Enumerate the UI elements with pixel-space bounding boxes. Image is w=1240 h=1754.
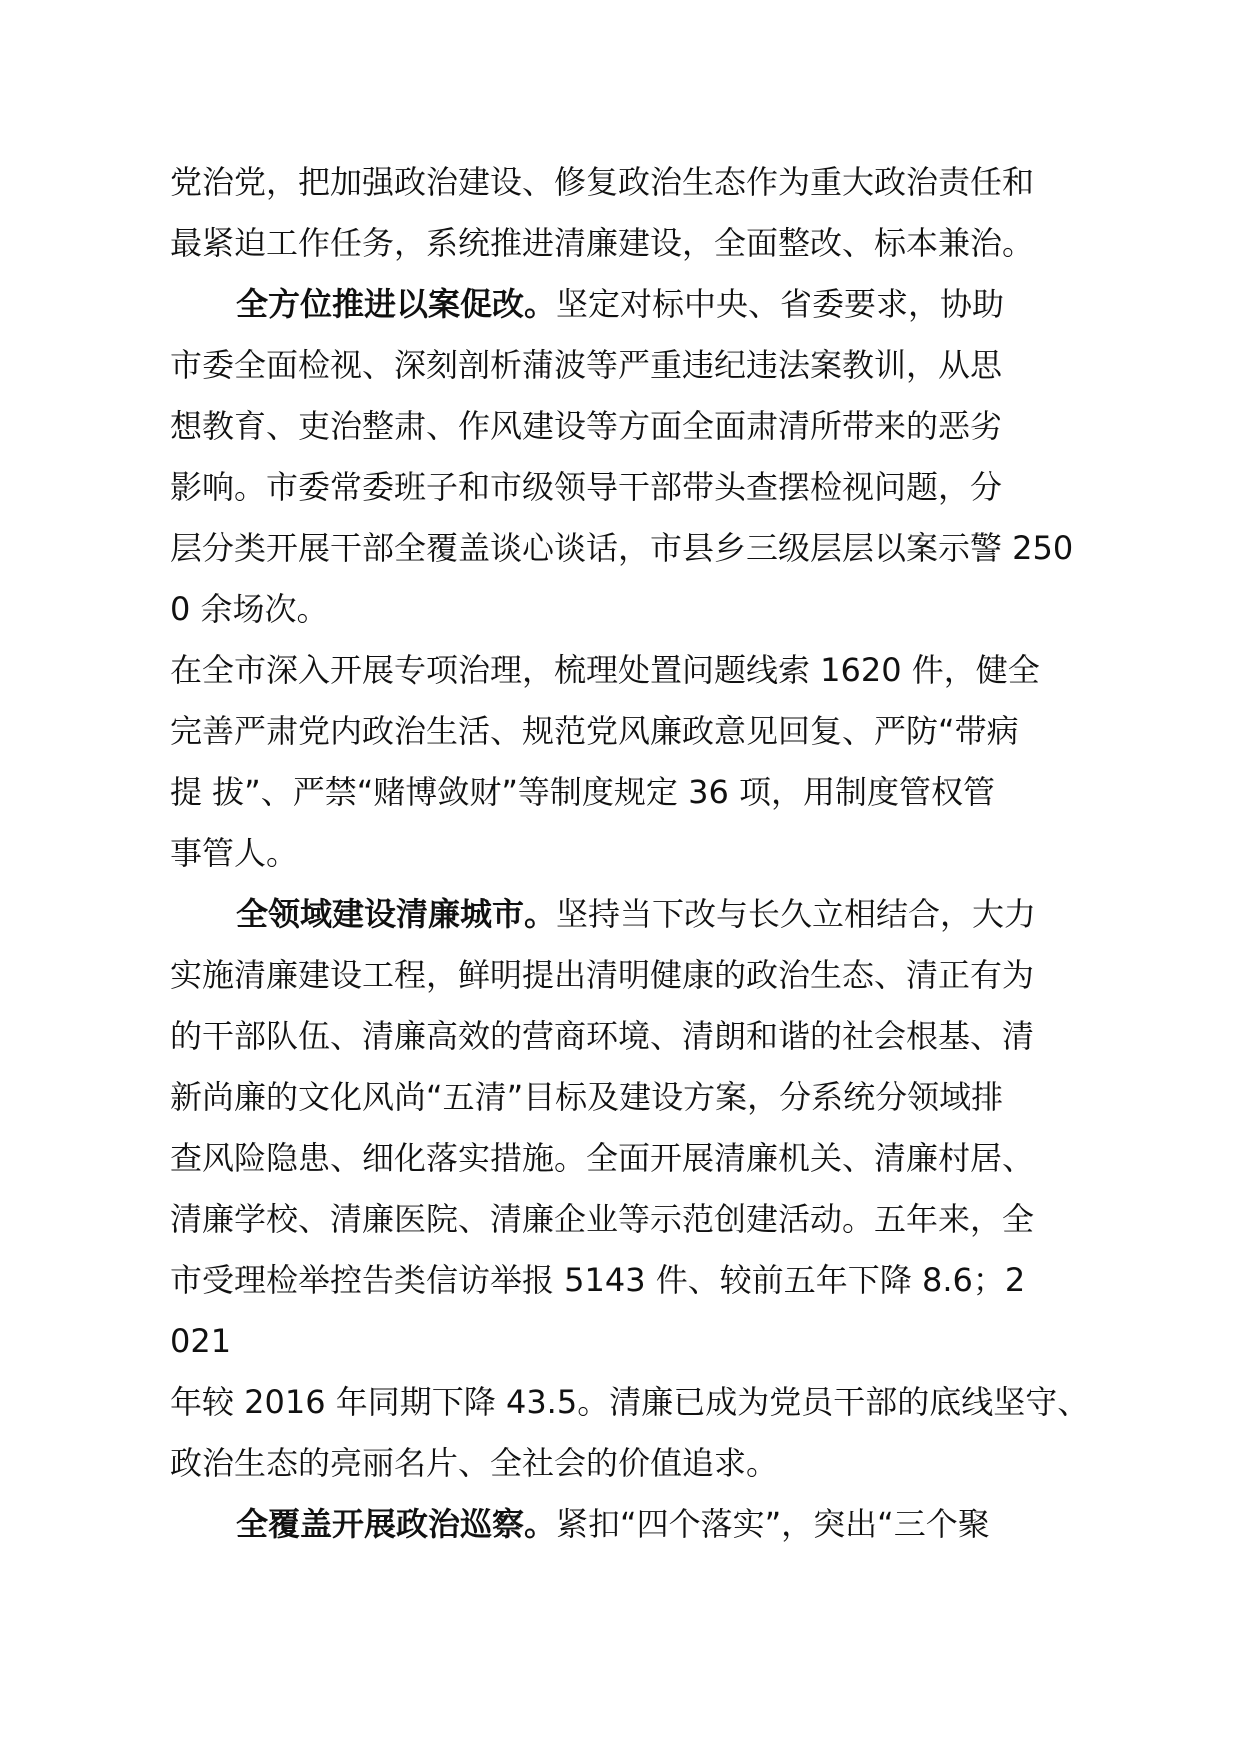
line-text: 的干部队伍、清廉高效的营商环境、清朗和谐的社会根基、清 (170, 1017, 1035, 1055)
text-line (170, 1433, 1090, 1494)
text-line (170, 335, 1090, 396)
section-heading: 全方位推进以案促改。 (236, 285, 557, 323)
text-line (170, 945, 1090, 1006)
text-line (170, 640, 1090, 701)
line-text: 坚定对标中央、省委要求，协助 (556, 285, 1005, 323)
text-line (170, 701, 1090, 762)
text-line (170, 823, 1090, 884)
section-heading: 全覆盖开展政治巡察。 (236, 1505, 557, 1543)
line-text: 清廉学校、清廉医院、清廉企业等示范创建活动。五年来，全 (170, 1200, 1035, 1238)
line-text: 层分类开展干部全覆盖谈心谈话，市县乡三级层层以案示警 250 (170, 529, 1074, 567)
line-text: 市委全面检视、深刻剖析蒲波等严重违纪违法案教训，从思 (170, 346, 1003, 384)
text-line (170, 579, 1090, 640)
section-heading: 全领域建设清廉城市。 (236, 895, 557, 933)
line-text: 想教育、吏治整肃、作风建设等方面全面肃清所带来的恶劣 (170, 407, 1003, 445)
line-text: 紧扣“四个落实”，突出“三个聚 (556, 1505, 990, 1543)
text-line (170, 1250, 1090, 1311)
paragraph-first-line (170, 1494, 1090, 1555)
line-text: 查风险隐患、细化落实措施。全面开展清廉机关、清廉村居、 (170, 1139, 1035, 1177)
line-text: 坚持当下改与长久立相结合，大力 (556, 895, 1037, 933)
paragraph-first-line (170, 274, 1090, 335)
line-text: 影响。市委常委班子和市级领导干部带头查摆检视问题，分 (170, 468, 1003, 506)
document-body (170, 152, 1090, 1555)
text-line (170, 396, 1090, 457)
line-text: 政治生态的亮丽名片、全社会的价值追求。 (170, 1444, 779, 1482)
line-text: 党治党，把加强政治建设、修复政治生态作为重大政治责任和 (170, 163, 1035, 201)
line-text: 事管人。 (170, 834, 299, 872)
line-text: 最紧迫工作任务，系统推进清廉建设，全面整改、标本兼治。 (170, 224, 1035, 262)
text-line (170, 1006, 1090, 1067)
line-text: 021 (170, 1322, 232, 1360)
line-text: 实施清廉建设工程，鲜明提出清明健康的政治生态、清正有为 (170, 956, 1035, 994)
text-line (170, 1372, 1090, 1433)
text-line (170, 518, 1090, 579)
line-text: 在全市深入开展专项治理，梳理处置问题线索 1620 件，健全 (170, 651, 1040, 689)
text-line (170, 1189, 1090, 1250)
line-text: 年较 2016 年同期下降 43.5。清廉已成为党员干部的底线坚守、 (170, 1383, 1090, 1421)
text-line (170, 213, 1090, 274)
text-line (170, 457, 1090, 518)
text-line (170, 762, 1090, 823)
text-line (170, 152, 1090, 213)
line-text: 提 拔”、严禁“赌博敛财”等制度规定 36 项，用制度管权管 (170, 773, 995, 811)
paragraph-first-line (170, 884, 1090, 945)
line-text: 0 余场次。 (170, 590, 329, 628)
line-text: 完善严肃党内政治生活、规范党风廉政意见回复、严防“带病 (170, 712, 1019, 750)
line-text: 新尚廉的文化风尚“五清”目标及建设方案，分系统分领域排 (170, 1078, 1004, 1116)
text-line (170, 1311, 1090, 1372)
line-text: 市受理检举控告类信访举报 5143 件、较前五年下降 8.6；2 (170, 1261, 1026, 1299)
text-line (170, 1067, 1090, 1128)
text-line (170, 1128, 1090, 1189)
